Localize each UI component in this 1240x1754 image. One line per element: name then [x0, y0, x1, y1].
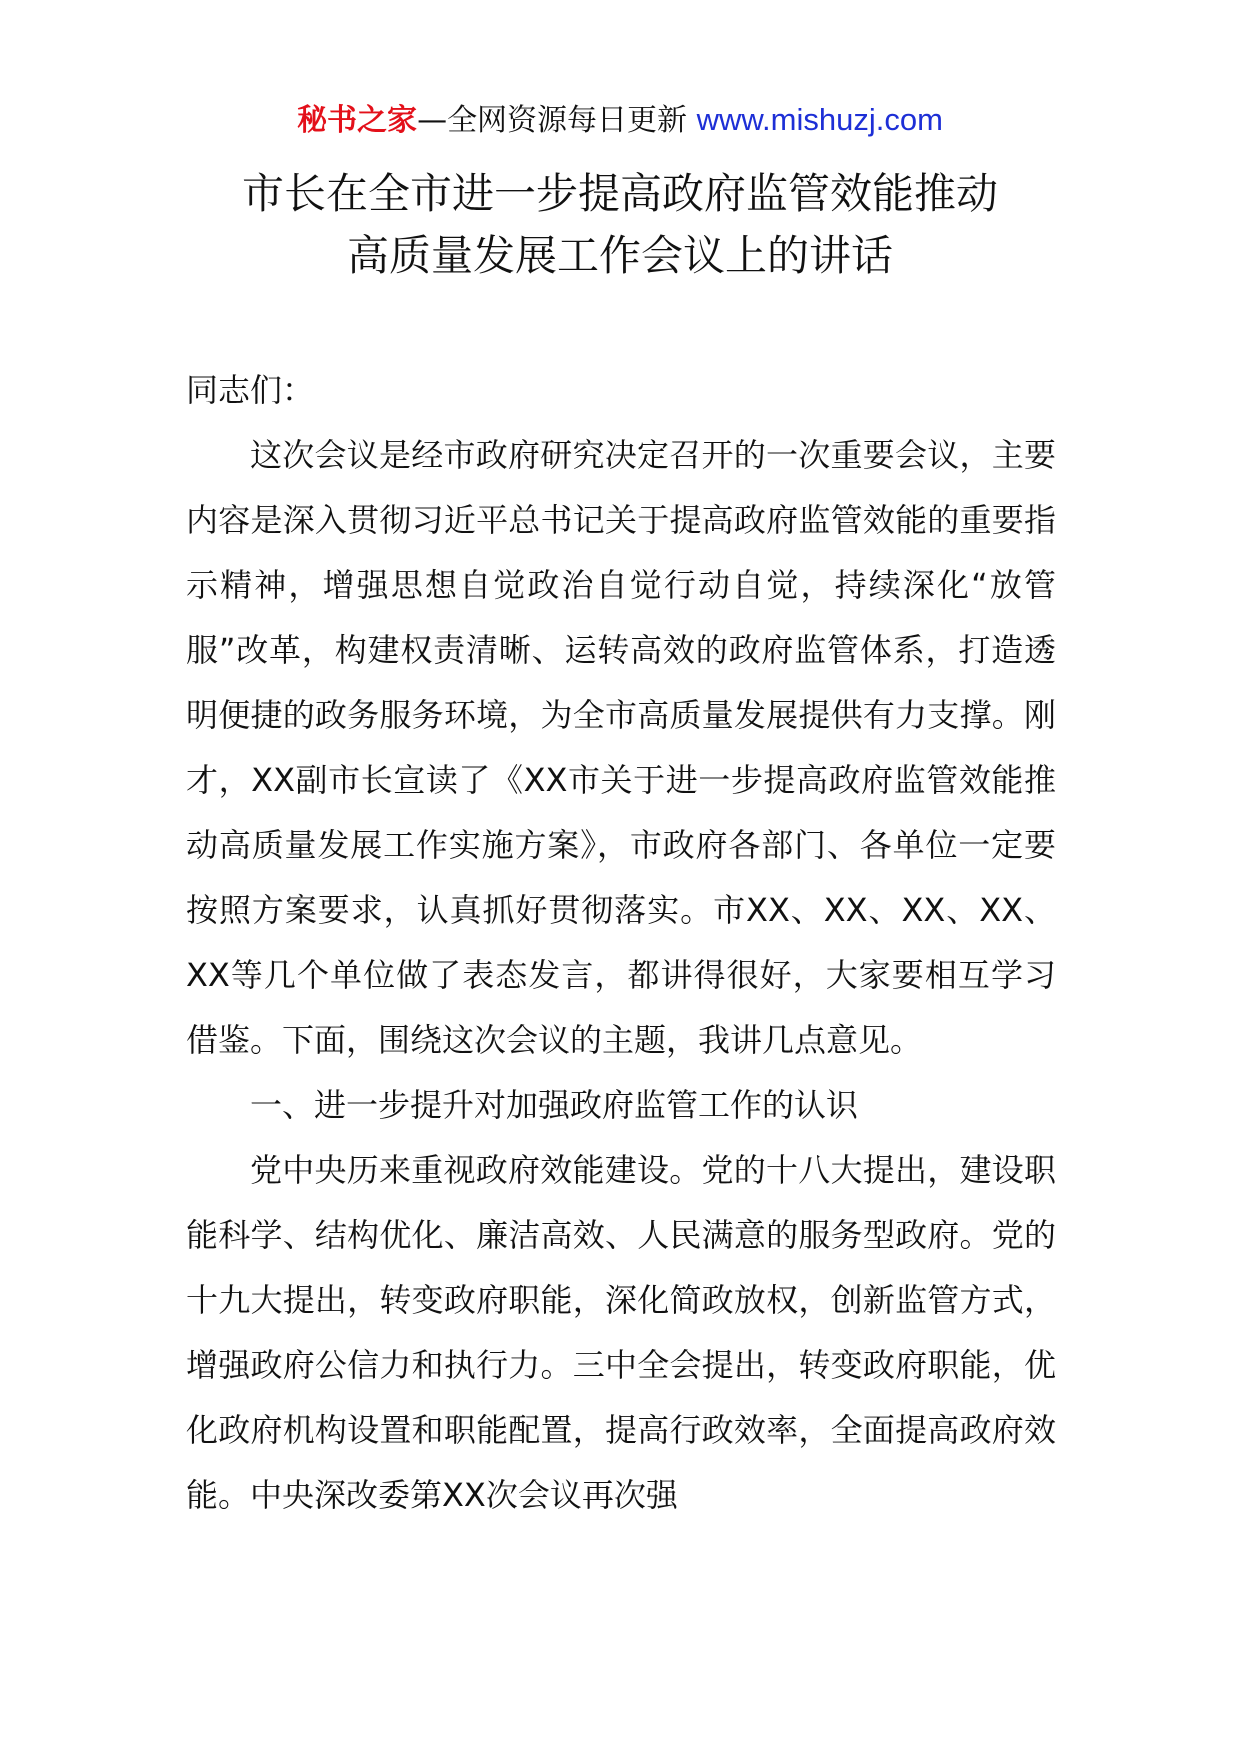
site-header [0, 100, 1240, 141]
salutation: 同志们： [186, 371, 315, 409]
header-tagline: —全网资源每日更新 [417, 103, 697, 138]
title-line-2: 高质量发展工作会议上的讲话 [346, 231, 893, 280]
brand-name: 秘书之家 [297, 103, 418, 138]
document-body [186, 358, 1056, 1528]
paragraph: 这次会议是经市政府研究决定召开的一次重要会议，主要内容是深入贯彻习近平总书记关于提高政府监管效能的重要指示精神，增强思想自觉政治自觉行动自觉，持续深化“放管服”改革，构建权责清晰、运转高效的政府监管体系，打造透明便捷的政务服务环境，为全市高质量发展提供有力支撑。刚才，XX副市长宣读了《XX市关于进一步提高政府监管效能推动高质量发展工作实施方案》，市政府各部门、各单位一定要按照方案要求，认真抓好贯彻落实。市XX、XX、XX、XX、XX等几个单位做了表态发言，都讲得很好，大家要相互学习借鉴。下面，围绕这次会议的主题，我讲几点意见。 [186, 436, 1056, 1059]
section-heading: 一、进一步提升对加强政府监管工作的认识 [250, 1086, 859, 1124]
document-title [100, 163, 1140, 287]
title-line-1: 市长在全市进一步提高政府监管效能推动 [241, 169, 998, 218]
paragraph: 党中央历来重视政府效能建设。党的十八大提出，建设职能科学、结构优化、廉洁高效、人民满意的服务型政府。党的十九大提出，转变政府职能，深化简政放权，创新监管方式，增强政府公信力和执行力。三中全会提出，转变政府职能，优化政府机构设置和职能配置，提高行政效率，全面提高政府效能。中央深改委第XX次会议再次强 [186, 1151, 1056, 1514]
site-url-link[interactable]: www.mishuzj.com [696, 102, 943, 137]
